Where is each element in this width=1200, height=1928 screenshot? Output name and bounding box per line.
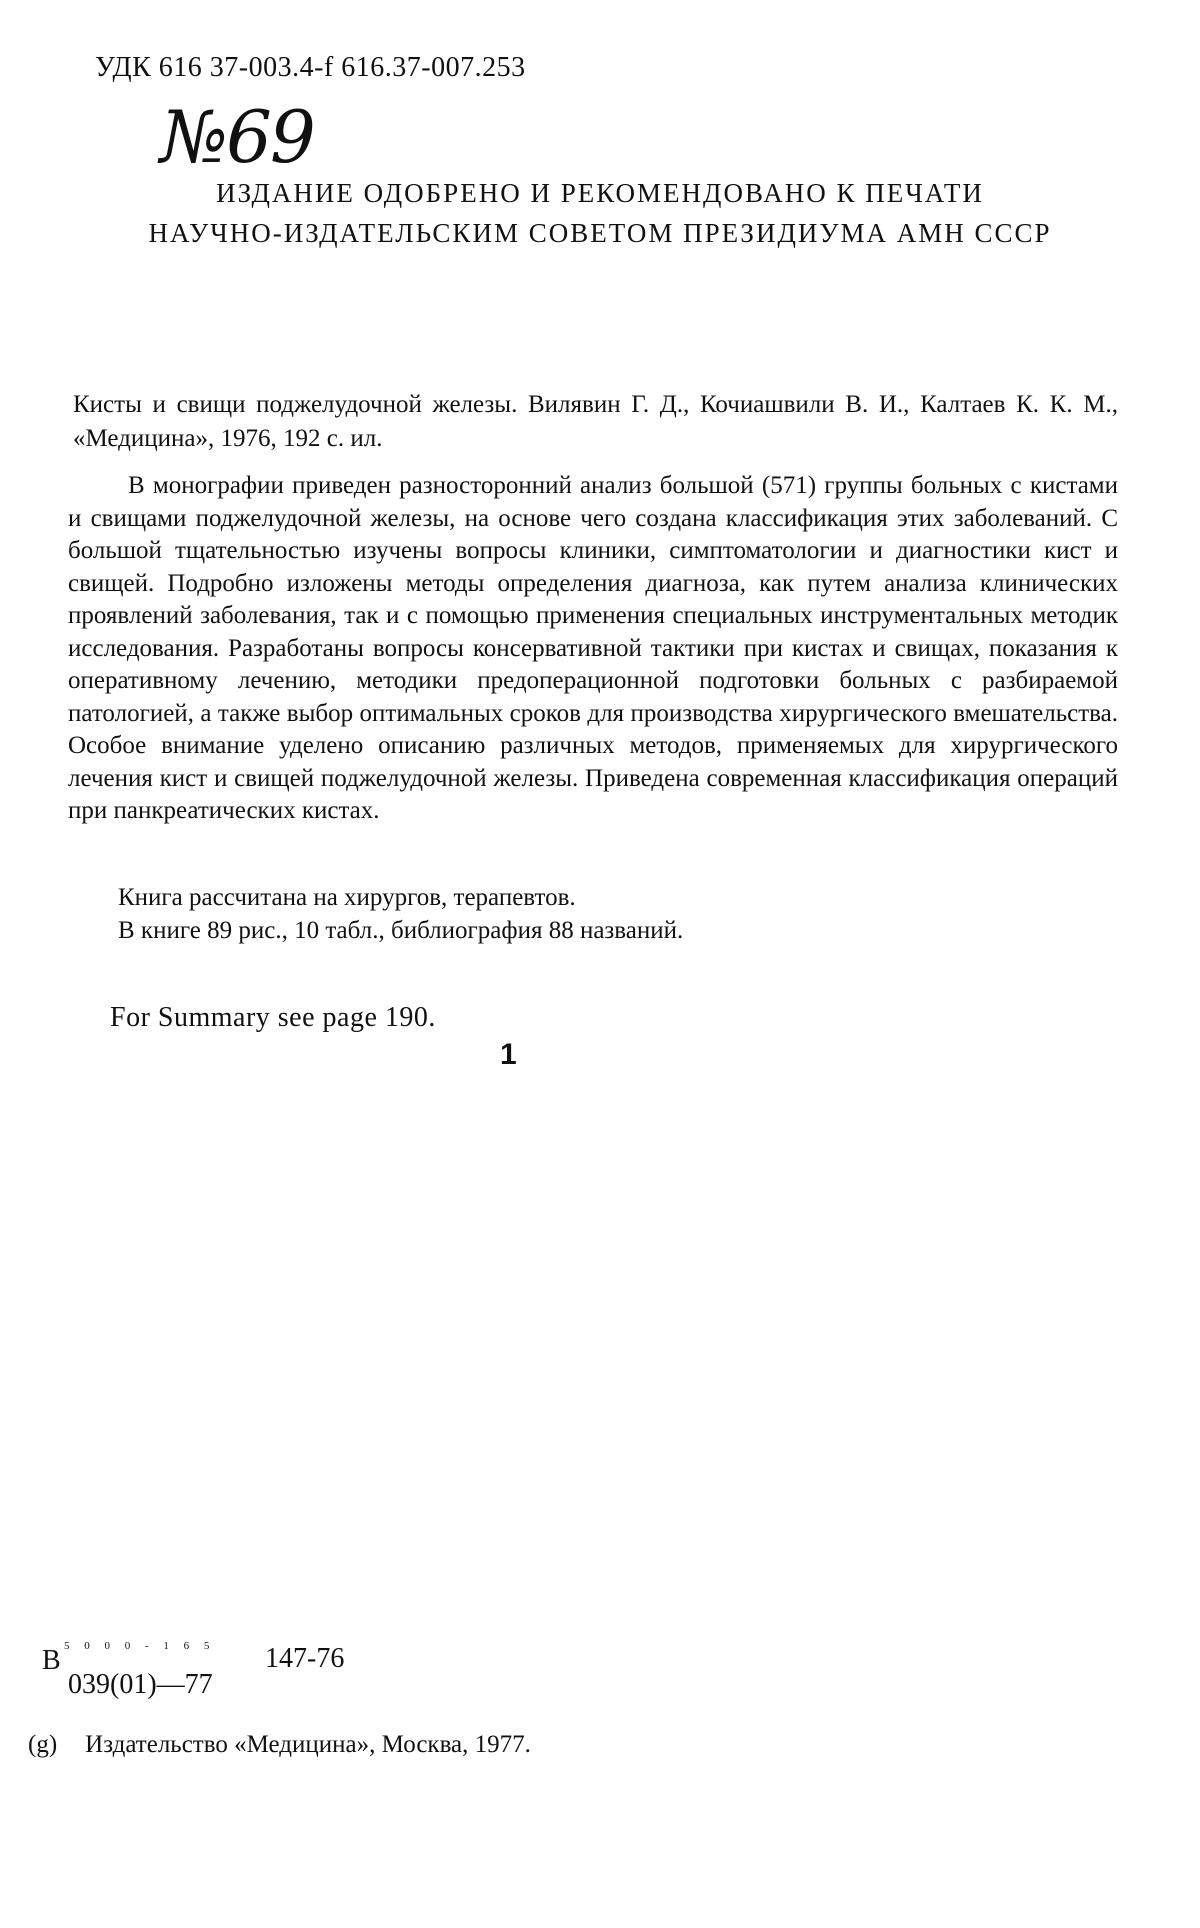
handwritten-number: №69 bbox=[160, 95, 314, 179]
publication-code-superscript: 5 0 0 0 - 1 6 5 bbox=[64, 1640, 216, 1652]
approval-line-2: НАУЧНО-ИЗДАТЕЛЬСКИМ СОВЕТОМ ПРЕЗИДИУМА АМН СССР bbox=[148, 218, 1052, 248]
copyright-symbol: (g) bbox=[28, 1731, 58, 1758]
copyright-line bbox=[28, 1731, 531, 1759]
publication-code-denominator: 039(01)—77 bbox=[68, 1669, 213, 1700]
approval-line-1: ИЗДАНИЕ ОДОБРЕНО И РЕКОМЕНДОВАНО К ПЕЧАТИ bbox=[216, 178, 984, 208]
copyright-text: Издательство «Медицина», Москва, 1977. bbox=[85, 1731, 531, 1758]
summary-reference: For Summary see page 190. bbox=[110, 1002, 436, 1033]
audience-note: Книга рассчитана на хирургов, терапевтов. bbox=[118, 884, 576, 911]
udk-code: УДК 616 37-003.4-f 616.37-007.253 bbox=[95, 52, 526, 83]
publication-code-letter: В bbox=[42, 1645, 61, 1676]
bibliographic-entry: Кисты и свищи поджелудочной железы. Вилявин Г. Д., Кочиашвили В. И., Калтаев К. К. М., «Медицина», 1976, 192 с. ил. bbox=[73, 391, 1118, 452]
contents-note: В книге 89 рис., 10 табл., библиография 88 названий. bbox=[118, 917, 684, 944]
abstract-paragraph: В монографии приведен разносторонний анализ большой (571) группы больных с кистами и свищами поджелудочной железы, на основе чего создана классификация этих заболеваний. С большой тщательностью изучены вопросы клиники, симптоматологии и диагностики кист и свищей. Подробно изложены методы определения диагноза, как путем анализа клинических проявлений заболевания, так и с помощью применения специальных инструментальных методик исследования. Разработаны вопросы консервативной тактики при кистах и свищах, показания к оперативному лечению, методики предоперационной подготовки больных с разбираемой патологией, а также выбор оптимальных сроков для производства хирургического вмешательства. Особое внимание уделено описанию различных методов, применяемых для хирургического лечения кист и свищей поджелудочной железы. Приведена современная классификация операций при панкреатических кистах. bbox=[68, 472, 1118, 824]
publication-code-number: 147-76 bbox=[265, 1643, 345, 1674]
page-mark: 1 bbox=[500, 1038, 517, 1071]
